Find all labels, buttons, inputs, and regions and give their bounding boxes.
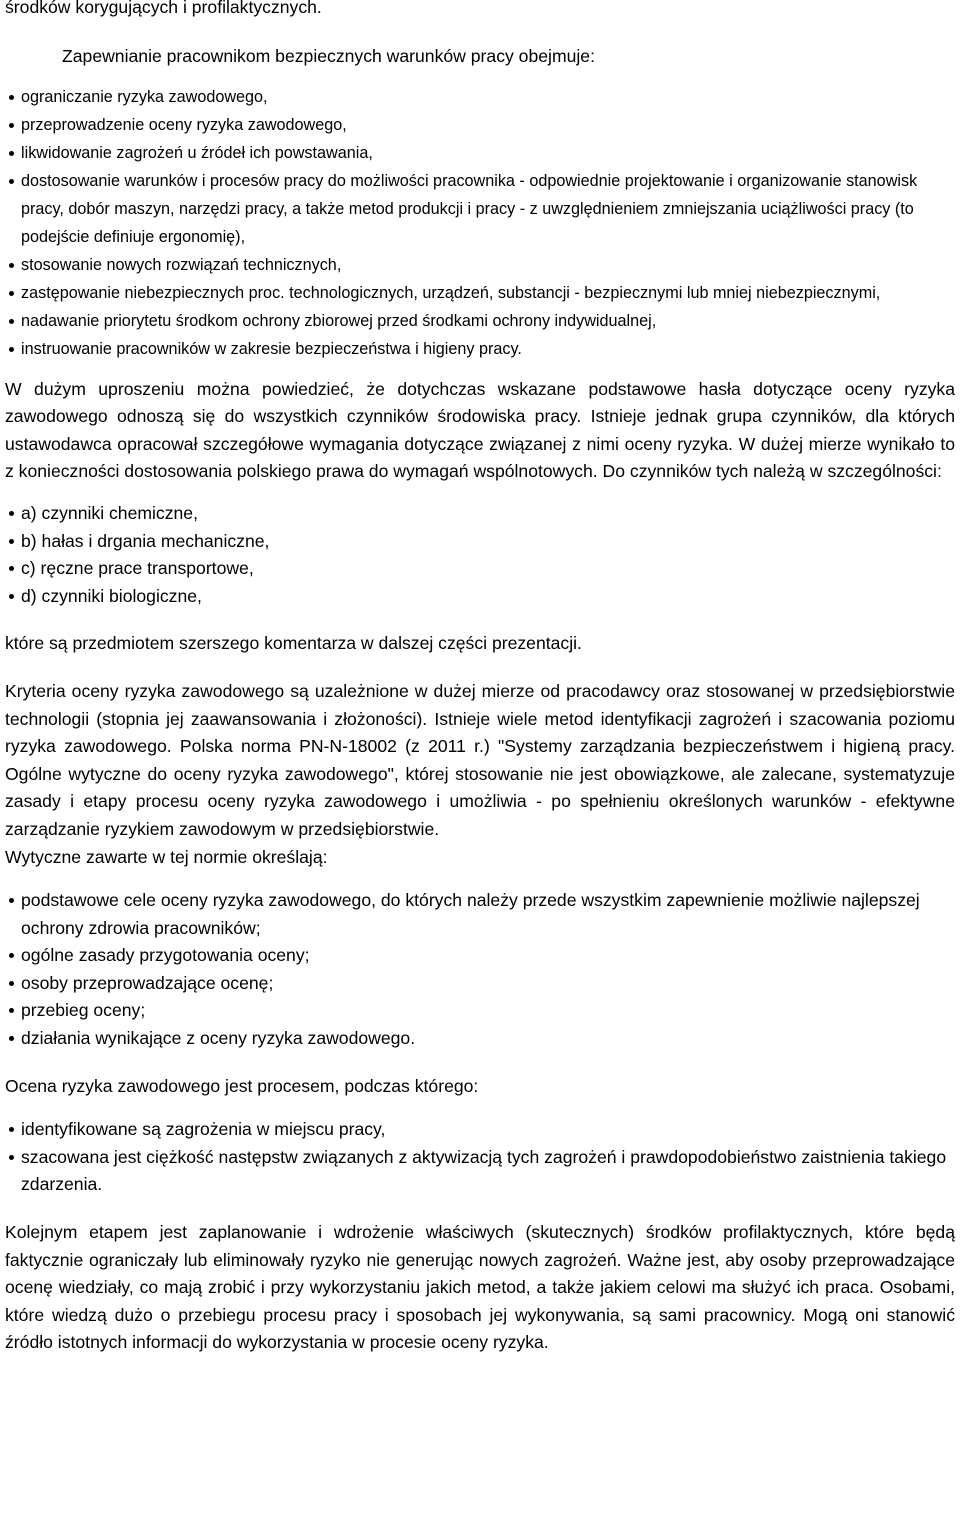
list-item: dostosowanie warunków i procesów pracy do możliwości pracownika - odpowiednie projektowanie i organizowanie stanowisk pracy, dobór maszyn, narzędzi pracy, a także metod produkcji i pracy - z uwzględnieniem zmniejszania uciążliwości pracy (to podejście definiuje ergonomię), <box>21 167 955 251</box>
paragraph-assessment-intro: Ocena ryzyka zawodowego jest procesem, podczas którego: <box>5 1075 479 1096</box>
list-item: likwidowanie zagrożeń u źródeł ich powstawania, <box>21 139 955 167</box>
paragraph-presentation-note: które są przedmiotem szerszego komentarza w dalszej części prezentacji. <box>5 633 582 654</box>
list-item: podstawowe cele oceny ryzyka zawodowego, do których należy przede wszystkim zapewnienie możliwie najlepszej ochrony zdrowia pracowników; <box>21 887 955 942</box>
list-item: szacowana jest ciężkość następstw związanych z aktywizacją tych zagrożeń i prawdopodobieństwo zaistnienia takiego zdarzenia. <box>21 1144 955 1199</box>
paragraph-criteria: Kryteria oceny ryzyka zawodowego są uzależnione w dużej mierze od pracodawcy oraz stosowanej w przedsiębiorstwie technologii (stopnia jej zaawansowania i złożoności). Istnieje wiele metod identyfikacji zagrożeń i szacowania poziomu ryzyka zawodowego. Polska norma PN-N-18002 (z 2011 r.) "Systemy zarządzania bezpieczeństwem i higieną pracy. Ogólne wytyczne do oceny ryzyka zawodowego", której stosowanie nie jest obowiązkowe, ale zalecane, systematyzuje zasady i etapy procesu oceny ryzyka zawodowego i umożliwia - po spełnieniu określonych warunków - efektywne zarządzanie ryzykiem zawodowym w przedsiębiorstwie. <box>5 680 955 839</box>
paragraph-factors: W dużym uproszeniu można powiedzieć, że dotychczas wskazane podstawowe hasła dotyczące oceny ryzyka zawodowego odnoszą się do wszystkich czynników środowiska pracy. Istnieje jednak grupa czynników, dla których ustawodawca opracował szczegółowe wymagania dotyczące związanej z nimi oceny ryzyka. W dużej mierze wynikało to z konieczności dostosowania polskiego prawa do wymagań wspólnotowych. Do czynników tych należą w szczególności: <box>5 378 955 482</box>
list-item: c) ręczne prace transportowe, <box>21 555 955 583</box>
list-item: przebieg oceny; <box>21 997 955 1025</box>
intro-paragraph: Zapewnianie pracownikom bezpiecznych warunków pracy obejmuje: <box>62 45 595 66</box>
list-item: przeprowadzenie oceny ryzyka zawodowego, <box>21 111 955 139</box>
guidelines-list <box>5 887 955 1053</box>
list-item: nadawanie priorytetu środkom ochrony zbiorowej przed środkami ochrony indywidualnej, <box>21 307 955 335</box>
list-item: identyfikowane są zagrożenia w miejscu pracy, <box>21 1116 955 1144</box>
list-item: ograniczanie ryzyka zawodowego, <box>21 83 955 111</box>
list-item: osoby przeprowadzające ocenę; <box>21 970 955 998</box>
list-item: b) hałas i drgania mechaniczne, <box>21 528 955 556</box>
factors-list <box>5 500 955 610</box>
list-item: zastępowanie niebezpiecznych proc. technologicznych, urządzeń, substancji - bezpiecznymi lub mniej niebezpiecznymi, <box>21 279 955 307</box>
list-item: ogólne zasady przygotowania oceny; <box>21 942 955 970</box>
safety-measures-list <box>5 83 955 363</box>
list-item: a) czynniki chemiczne, <box>21 500 955 528</box>
assessment-steps-list <box>5 1116 955 1199</box>
list-item: d) czynniki biologiczne, <box>21 583 955 611</box>
list-item: instruowanie pracowników w zakresie bezpieczeństwa i higieny pracy. <box>21 335 955 363</box>
list-item: stosowanie nowych rozwiązań technicznych, <box>21 251 955 279</box>
continued-line: środków korygujących i profilaktycznych. <box>5 0 322 17</box>
paragraph-next-stage: Kolejnym etapem jest zaplanowanie i wdrożenie właściwych (skutecznych) środków profilaktycznych, które będą faktycznie ograniczały lub eliminowały ryzyko nie generując nowych zagrożeń. Ważne jest, aby osoby przeprowadzające ocenę wiedziały, co mają zrobić i przy wykorzystaniu jakich metod, a także jakiem celowi ma służyć ich praca. Osobami, które wiedzą dużo o przebiegu procesu pracy i sposobach jej wykonywania, są sami pracownicy. Mogą oni stanowić źródło istotnych informacji do wykorzystania w procesie oceny ryzyka. <box>5 1222 955 1353</box>
list-item: działania wynikające z oceny ryzyka zawodowego. <box>21 1025 955 1053</box>
paragraph-guidelines-intro: Wytyczne zawarte w tej normie określają: <box>5 846 328 867</box>
